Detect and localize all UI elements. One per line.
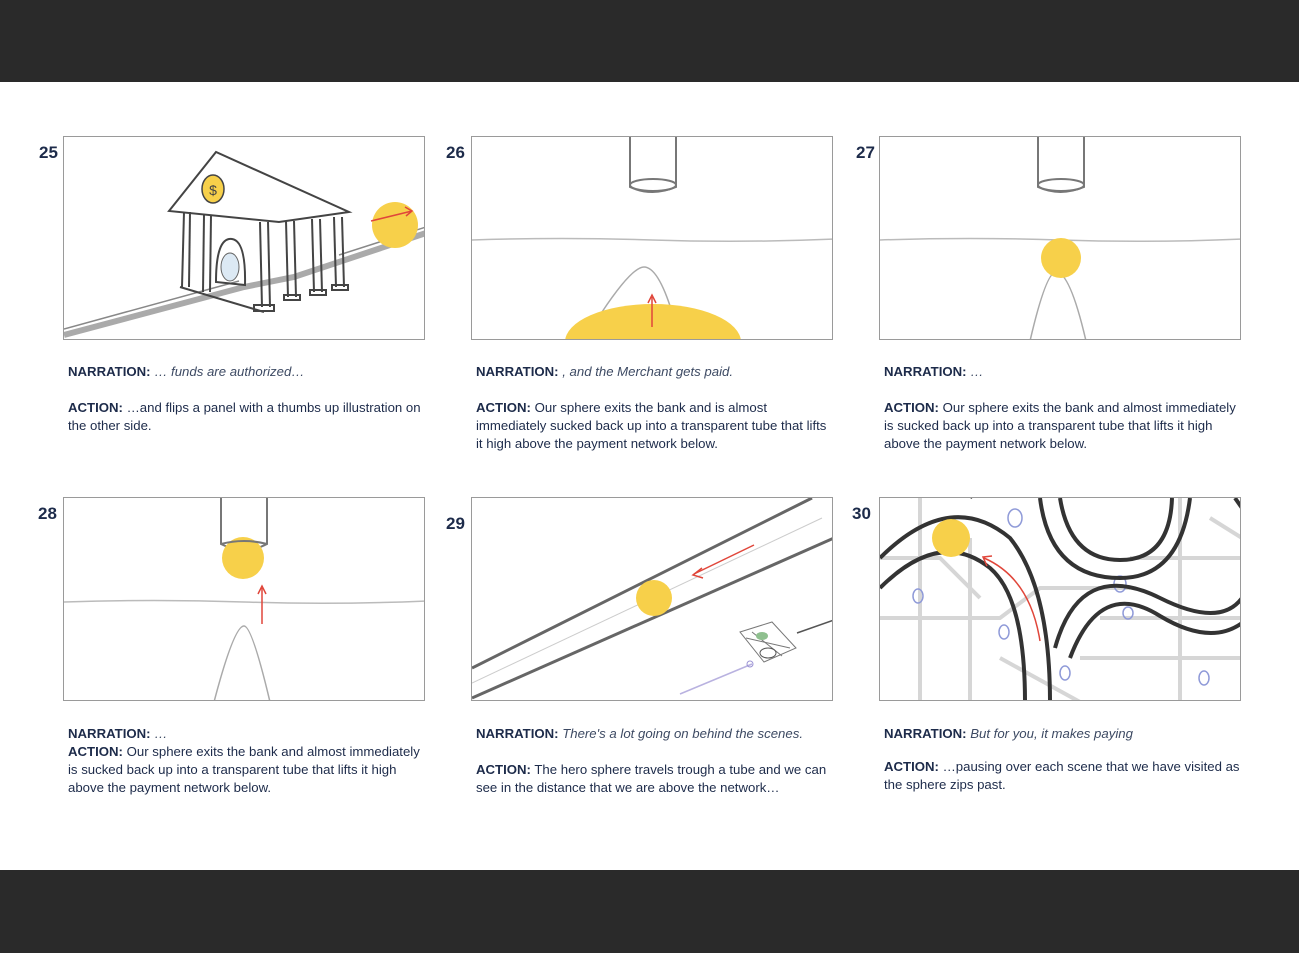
action-text: Our sphere exits the bank and almost immediately is sucked back up into a transparent tube that lifts it high above the payment network below.: [68, 744, 420, 795]
action-label: ACTION:: [68, 744, 123, 759]
bottom-bar: [0, 870, 1299, 953]
action-label: ACTION:: [476, 400, 531, 415]
narration-label: NARRATION:: [476, 364, 559, 379]
narration-label: NARRATION:: [68, 364, 151, 379]
narration-label: NARRATION:: [884, 364, 967, 379]
action-label: ACTION:: [884, 400, 939, 415]
action-text: The hero sphere travels trough a tube and we can see in the distance that we are above the network…: [476, 762, 827, 795]
action-text: Our sphere exits the bank and almost immediately is sucked back up into a transparent tube that lifts it high above the payment network below.: [884, 400, 1236, 451]
dollar-sign: $: [209, 182, 217, 198]
panel-number: 26: [446, 143, 465, 162]
action-text: …and flips a panel with a thumbs up illustration on the other side.: [68, 400, 421, 433]
storyboard-frame-map: [879, 497, 1241, 701]
narration-label: NARRATION:: [68, 726, 151, 741]
action-label: ACTION:: [68, 400, 123, 415]
storyboard-frame-tube: [879, 136, 1241, 340]
narration-text: … funds are authorized…: [150, 364, 305, 379]
narration-text: There's a lot going on behind the scenes.: [558, 726, 803, 741]
panel-caption: [68, 363, 428, 435]
action-text: Our sphere exits the bank and is almost immediately sucked back up into a transparent tube that lifts it high above the payment network below.: [476, 400, 827, 451]
panel-number: 28: [38, 504, 57, 523]
storyboard-frame-lift: [63, 497, 425, 701]
storyboard-frame-network-tube: [471, 497, 833, 701]
action-text: …pausing over each scene that we have visited as the sphere zips past.: [884, 759, 1240, 792]
panel-number: 27: [856, 143, 875, 162]
storyboard-frame-bank: [63, 136, 425, 340]
panel-caption: [476, 363, 836, 453]
panel-caption: [68, 725, 428, 797]
panel-caption: [884, 363, 1244, 453]
top-bar: [0, 0, 1299, 82]
narration-label: NARRATION:: [476, 726, 559, 741]
narration-label: NARRATION:: [884, 726, 967, 741]
panel-caption: [476, 725, 836, 797]
narration-text: …: [150, 726, 168, 741]
panel-number: 25: [39, 143, 58, 162]
action-label: ACTION:: [884, 759, 939, 774]
narration-text: , and the Merchant gets paid.: [558, 364, 734, 379]
panel-number: 30: [852, 504, 871, 523]
panel-number: 29: [446, 514, 465, 533]
action-label: ACTION:: [476, 762, 531, 777]
narration-text: …: [966, 364, 984, 379]
storyboard-frame-merchant: [471, 136, 833, 340]
panel-caption: [884, 725, 1244, 794]
narration-text: But for you, it makes paying: [966, 726, 1133, 741]
